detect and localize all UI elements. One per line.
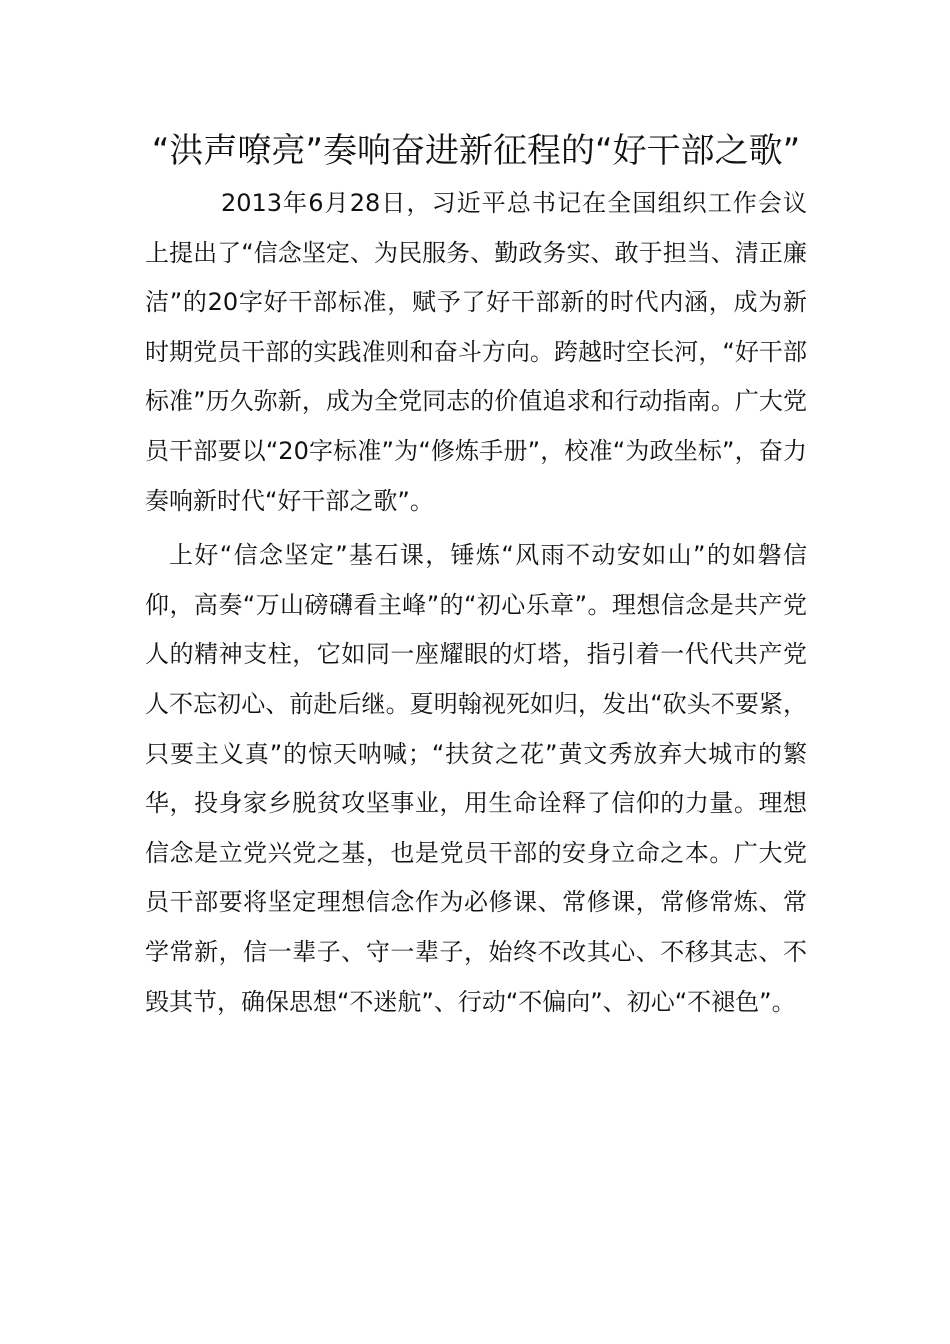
document-title: “洪声嘹亮”奏响奋进新征程的“好干部之歌” <box>151 131 801 171</box>
document-page <box>145 125 807 1027</box>
paragraph-ideals: 上好“信念坚定”基石课，锤炼“风雨不动安如山”的如磐信仰，高奏“万山磅礴看主峰”的“初心乐章”。理想信念是共产党人的精神支柱，它如同一座耀眼的灯塔，指引着一代代共产党人不忘初心、前赴后继。夏明翰视死如归，发出“砍头不要紧，只要主义真”的惊天呐喊；“扶贫之花”黄文秀放弃大城市的繁华，投身家乡脱贫攻坚事业，用生命诠释了信仰的力量。理想信念是立党兴党之基，也是党员干部的安身立命之本。广大党员干部要将坚定理想信念作为必修课、常修课，常修常炼、常学常新，信一辈子、守一辈子，始终不改其心、不移其志、不毁其节，确保思想“不迷航”、行动“不偏向”、初心“不褪色”。 <box>145 541 807 1016</box>
paragraph-intro: 2013年6月28日，习近平总书记在全国组织工作会议上提出了“信念坚定、为民服务、勤政务实、敢于担当、清正廉洁”的20字好干部标准，赋予了好干部新的时代内涵，成为新时期党员干部的实践准则和奋斗方向。跨越时空长河，“好干部标准”历久弥新，成为全党同志的价值追求和行动指南。广大党员干部要以“20字标准”为“修炼手册”，校准“为政坐标”，奋力奏响新时代“好干部之歌”。 <box>145 189 807 515</box>
